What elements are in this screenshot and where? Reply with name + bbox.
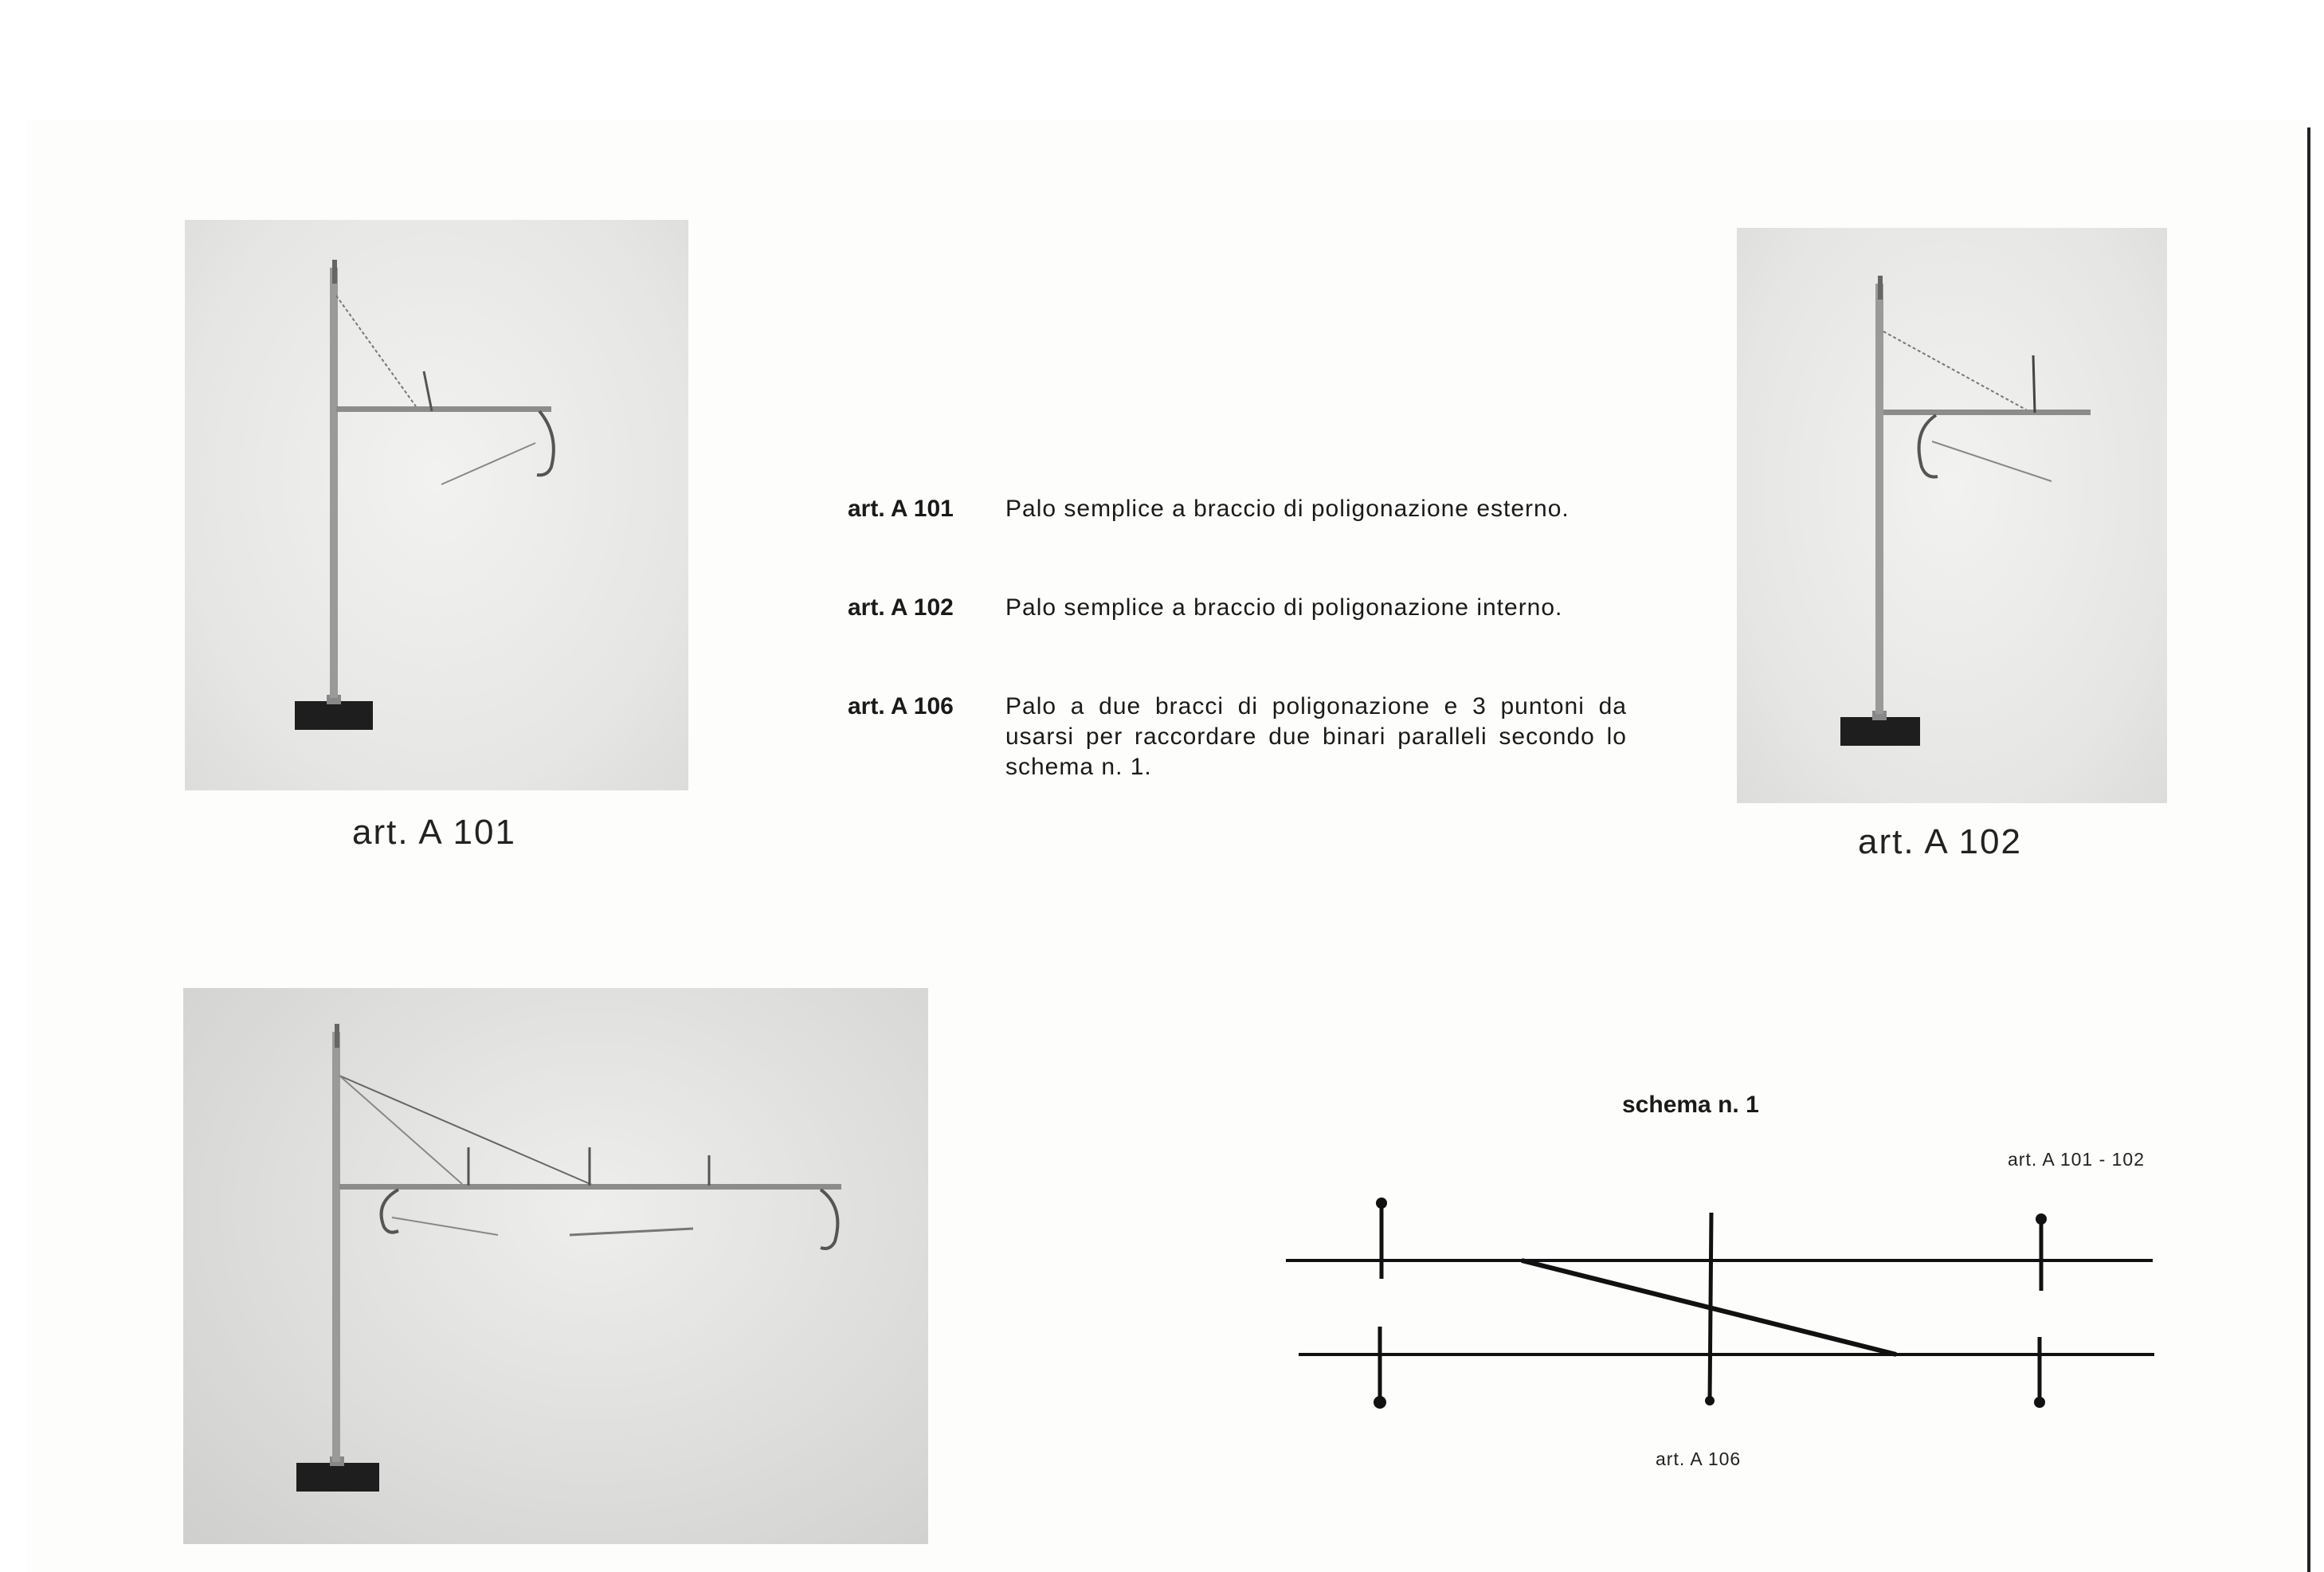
photo-a106 xyxy=(183,988,928,1544)
schema-label-top: art. A 101 - 102 xyxy=(2008,1149,2146,1170)
caption-a101: art. A 101 xyxy=(352,813,516,852)
catenary-mast-a102-illustration xyxy=(1737,228,2167,803)
article-description: Palo a due bracci di poligonazione e 3 puntoni da usarsi per raccordare due binari paralleli secondo lo schema n. 1. xyxy=(1005,693,1627,780)
page-edge-shadow xyxy=(2307,127,2310,1572)
catenary-mast-a101-illustration xyxy=(185,220,688,790)
schema-label-bottom: art. A 106 xyxy=(1656,1449,1742,1469)
photo-a101 xyxy=(185,220,688,790)
mast-center-a106 xyxy=(1710,1213,1711,1401)
schema-title: schema n. 1 xyxy=(1622,1092,1759,1118)
track-schema-diagram xyxy=(1275,1187,2167,1426)
article-code: art. A 102 xyxy=(848,594,954,621)
article-description: Palo semplice a braccio di poligonazione esterno. xyxy=(1005,496,1570,522)
photo-a102 xyxy=(1737,228,2167,803)
article-code: art. A 106 xyxy=(848,693,954,719)
caption-a102: art. A 102 xyxy=(1858,822,2022,861)
article-code: art. A 101 xyxy=(848,496,954,522)
article-description: Palo semplice a braccio di poligonazione interno. xyxy=(1005,594,1563,621)
catenary-mast-a106-illustration xyxy=(183,988,928,1544)
